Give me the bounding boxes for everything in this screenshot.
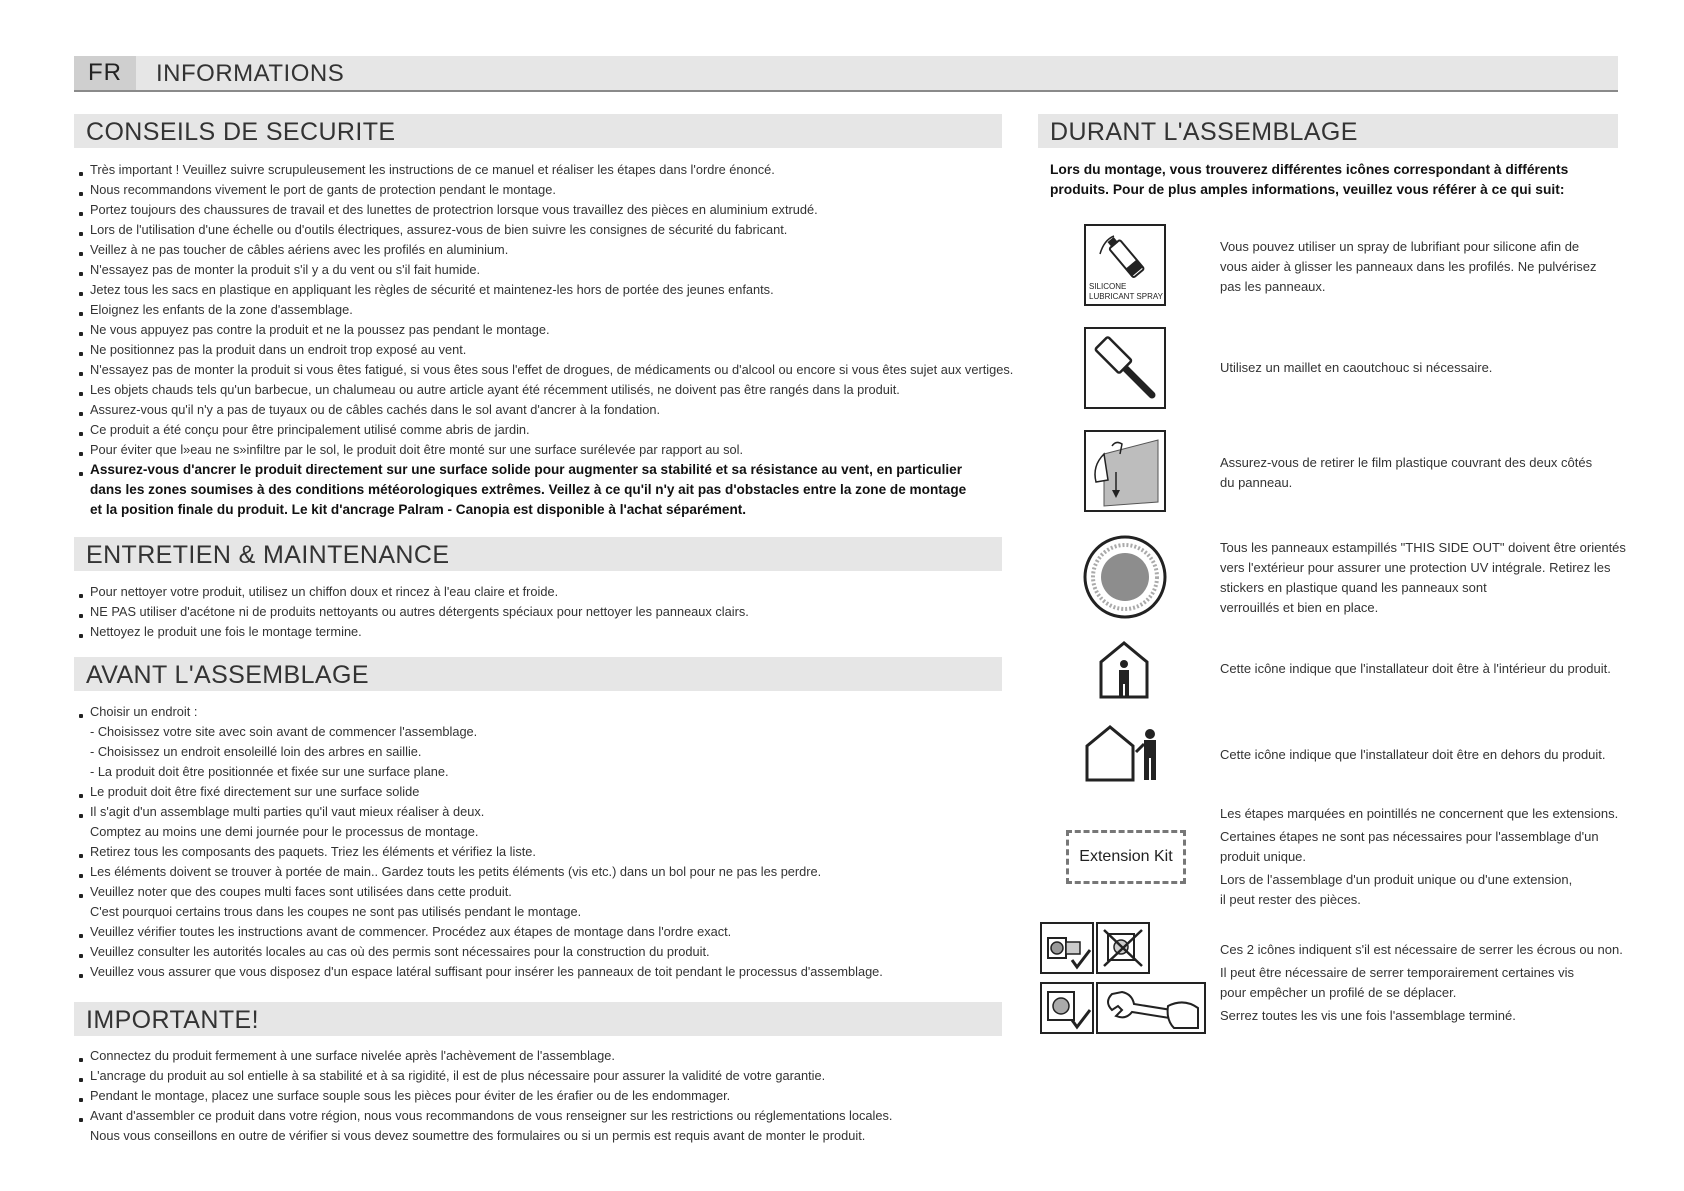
inside-description bbox=[1220, 659, 1620, 679]
list-item: Lors de l'utilisation d'une échelle ou d'outils électriques, assurez-vous de bien suivre les consignes de sécurité du fabricant. bbox=[76, 220, 1013, 240]
language-code: FR bbox=[74, 56, 136, 90]
list-item-continued: C'est pourquoi certains trous dans les coupes ne sont pas utilisés pendant le montage. bbox=[90, 904, 582, 919]
description-line: il peut rester des pièces. bbox=[1220, 892, 1361, 907]
anchor-warning-line: dans les zones soumises à des conditions météorologiques extrêmes. Veillez à ce qu'il n'y ait pas d'obstacles entre la zone de montage bbox=[90, 482, 967, 497]
list-item: Avant d'assembler ce produit dans votre région, nous vous recommandons de vous renseigner sur les restrictions ou réglementations locales. bbox=[76, 1106, 892, 1126]
description-line: Il peut être nécessaire de serrer temporairement certaines vis bbox=[1220, 965, 1575, 980]
list-item: Veuillez consulter les autorités locales au cas où des permis sont nécessaires pour la construction du produit. bbox=[76, 942, 883, 962]
list-item: Jetez tous les sacs en plastique en appliquant les règles de sécurité et maintenez-les hors de portée des jeunes enfants. bbox=[76, 280, 1013, 300]
description-line: pour empêcher un profilé de se déplacer. bbox=[1220, 985, 1457, 1000]
description-line: Utilisez un maillet en caoutchouc si nécessaire. bbox=[1220, 360, 1493, 375]
list-item: Veillez à ne pas toucher de câbles aériens avec les profilés en aluminium. bbox=[76, 240, 1013, 260]
safety-list bbox=[76, 160, 1013, 520]
list-item: Il s'agit d'un assemblage multi parties qu'il vaut mieux réaliser à deux. bbox=[76, 802, 883, 822]
list-item: Retirez tous les composants des paquets. Triez les éléments et vérifiez la liste. bbox=[76, 842, 883, 862]
description-line: verrouillés et bien en place. bbox=[1220, 600, 1379, 615]
nut-loose-icon bbox=[1096, 922, 1150, 974]
description-line: Lors de l'assemblage d'un produit unique ou d'une extension, bbox=[1220, 872, 1573, 887]
section-title-avant: AVANT L'ASSEMBLAGE bbox=[74, 657, 1002, 691]
extension-kit-badge: Extension Kit bbox=[1066, 830, 1186, 884]
list-item: Veuillez vous assurer que vous disposez d'un espace latéral suffisant pour insérer les panneaux de toit pendant le processus d'assemblage. bbox=[76, 962, 883, 982]
spray-description bbox=[1220, 237, 1620, 297]
section-title-durant: DURANT L'ASSEMBLAGE bbox=[1038, 114, 1618, 148]
anchor-warning-line: et la position finale du produit. Le kit d'ancrage Palram - Canopia est disponible à l'achat séparément. bbox=[90, 502, 747, 517]
before-assembly-list bbox=[76, 702, 883, 982]
description-line: Serrez toutes les vis une fois l'assemblage terminé. bbox=[1220, 1008, 1516, 1023]
description-line: du panneau. bbox=[1220, 475, 1293, 490]
list-item: Ne positionnez pas la produit dans un endroit trop exposé au vent. bbox=[76, 340, 1013, 360]
remove-film-icon bbox=[1084, 430, 1166, 512]
list-item-continued: Comptez au moins une demi journée pour le processus de montage. bbox=[90, 824, 479, 839]
description-line: produit unique. bbox=[1220, 849, 1307, 864]
intro-line: Lors du montage, vous trouverez différentes icônes correspondant à différents bbox=[1050, 162, 1569, 177]
list-item: Pour éviter que l»eau ne s»infiltre par le sol, le produit doit être monté sur une surface surélevée par rapport au sol. bbox=[76, 440, 1013, 460]
description-line: Ces 2 icônes indiquent s'il est nécessaire de serrer les écrous ou non. bbox=[1220, 942, 1623, 957]
list-subitem: - Choisissez un endroit ensoleillé loin des arbres en saillie. bbox=[90, 744, 422, 759]
list-item: Les éléments doivent se trouver à portée de main.. Gardez touts les petits éléments (vis etc.) dans un bol pour ne pas les perdre. bbox=[76, 862, 883, 882]
maintenance-list bbox=[76, 582, 749, 642]
page-title: INFORMATIONS bbox=[156, 60, 345, 87]
list-item: Nettoyez le produit une fois le montage termine. bbox=[76, 622, 749, 642]
description-line: Les étapes marquées en pointillés ne concernent que les extensions. bbox=[1220, 806, 1619, 821]
intro-line: produits. Pour de plus amples informations, veuillez vous référer à ce qui suit: bbox=[1050, 182, 1565, 197]
description-line: vers l'extérieur pour assurer une protection UV intégrale. Retirez les bbox=[1220, 560, 1611, 575]
description-line: pas les panneaux. bbox=[1220, 279, 1326, 294]
list-item: Veuillez vérifier toutes les instructions avant de commencer. Procédez aux étapes de montage dans l'ordre exact. bbox=[76, 922, 883, 942]
list-item: Très important ! Veuillez suivre scrupuleusement les instructions de ce manuel et réaliser les étapes dans l'ordre énoncé. bbox=[76, 160, 1013, 180]
installer-inside-icon bbox=[1098, 640, 1150, 700]
wrench-icon bbox=[1096, 982, 1206, 1034]
silicone-label-line: SILICONE bbox=[1089, 282, 1127, 291]
mallet-description bbox=[1220, 358, 1620, 378]
page-header bbox=[74, 56, 1618, 92]
outside-description bbox=[1220, 745, 1620, 765]
description-line: Tous les panneaux estampillés "THIS SIDE OUT" doivent être orientés bbox=[1220, 540, 1626, 555]
important-list bbox=[76, 1046, 892, 1146]
bolt-tight-icon bbox=[1040, 982, 1094, 1034]
description-line: Assurez-vous de retirer le film plastique couvrant des deux côtés bbox=[1220, 455, 1593, 470]
list-item: Assurez-vous qu'il n'y a pas de tuyaux ou de câbles cachés dans le sol avant d'ancrer à la fondation. bbox=[76, 400, 1013, 420]
list-item: Le produit doit être fixé directement sur une surface solide bbox=[76, 782, 883, 802]
list-item: Pendant le montage, placez une surface souple sous les pièces pour éviter de les érafier ou de les endommager. bbox=[76, 1086, 892, 1106]
nuts-description bbox=[1220, 940, 1623, 1026]
description-line: Certaines étapes ne sont pas nécessaires pour l'assemblage d'un bbox=[1220, 829, 1599, 844]
list-item: Connectez du produit fermement à une surface nivelée après l'achèvement de l'assemblage. bbox=[76, 1046, 892, 1066]
list-item: NE PAS utiliser d'acétone ni de produits nettoyants ou autres détergents spéciaux pour nettoyer les panneaux clairs. bbox=[76, 602, 749, 622]
installer-outside-icon bbox=[1084, 724, 1164, 782]
sun-uv-icon bbox=[1082, 534, 1168, 620]
list-item: Eloignez les enfants de la zone d'assemblage. bbox=[76, 300, 1013, 320]
film-description bbox=[1220, 453, 1620, 493]
list-item: Portez toujours des chaussures de travail et des lunettes de protectrion lorsque vous travaillez des pièces en aluminium extrudé. bbox=[76, 200, 1013, 220]
list-item: L'ancrage du produit au sol entielle à sa stabilité et à sa rigidité, il est de plus nécessaire pour assurer la validité de votre garantie. bbox=[76, 1066, 892, 1086]
list-item-continued: Nous vous conseillons en outre de vérifier si vous devez soumettre des formulaires ou si un permis est requis avant de monter le produit. bbox=[90, 1128, 866, 1143]
nut-tight-icon bbox=[1040, 922, 1094, 974]
rubber-mallet-icon bbox=[1084, 327, 1166, 409]
section-title-importante: IMPORTANTE! bbox=[74, 1002, 1002, 1036]
description-line: vous aider à glisser les panneaux dans les profilés. Ne pulvérisez bbox=[1220, 259, 1597, 274]
sun-description bbox=[1220, 538, 1626, 618]
section-title-entretien: ENTRETIEN & MAINTENANCE bbox=[74, 537, 1002, 571]
anchor-warning-line: Assurez-vous d'ancrer le produit directement sur une surface solide pour augmenter sa stabilité et sa résistance au vent, en particulier bbox=[76, 460, 1013, 480]
extension-description bbox=[1220, 804, 1620, 910]
list-item: N'essayez pas de monter la produit si vous êtes fatigué, si vous êtes sous l'effet de drogues, de médicaments ou d'alcool ou encore si vous êtes sujet aux vertiges. bbox=[76, 360, 1013, 380]
list-item: Choisir un endroit : bbox=[76, 702, 883, 722]
description-line: Cette icône indique que l'installateur doit être en dehors du produit. bbox=[1220, 747, 1606, 762]
silicone-label-line: LUBRICANT SPRAY bbox=[1089, 292, 1163, 301]
description-line: stickers en plastique quand les panneaux sont bbox=[1220, 580, 1487, 595]
silicone-spray-icon bbox=[1084, 224, 1166, 306]
list-item: N'essayez pas de monter la produit s'il y a du vent ou s'il fait humide. bbox=[76, 260, 1013, 280]
description-line: Cette icône indique que l'installateur doit être à l'intérieur du produit. bbox=[1220, 661, 1611, 676]
list-item: Ce produit a été conçu pour être principalement utilisé comme abris de jardin. bbox=[76, 420, 1013, 440]
list-item: Les objets chauds tels qu'un barbecue, un chalumeau ou autre article ayant été récemment utilisés, ne doivent pas être rangés dans la produit. bbox=[76, 380, 1013, 400]
section-title-conseils: CONSEILS DE SECURITE bbox=[74, 114, 1002, 148]
list-subitem: - Choisissez votre site avec soin avant de commencer l'assemblage. bbox=[90, 724, 478, 739]
icons-intro bbox=[1050, 160, 1590, 200]
list-item: Pour nettoyer votre produit, utilisez un chiffon doux et rincez à l'eau claire et froide. bbox=[76, 582, 749, 602]
list-subitem: - La produit doit être positionnée et fixée sur une surface plane. bbox=[90, 764, 449, 779]
list-item: Ne vous appuyez pas contre la produit et ne la poussez pas pendant le montage. bbox=[76, 320, 1013, 340]
list-item: Veuillez noter que des coupes multi faces sont utilisées dans cette produit. bbox=[76, 882, 883, 902]
list-item: Nous recommandons vivement le port de gants de protection pendant le montage. bbox=[76, 180, 1013, 200]
description-line: Vous pouvez utiliser un spray de lubrifiant pour silicone afin de bbox=[1220, 239, 1580, 254]
